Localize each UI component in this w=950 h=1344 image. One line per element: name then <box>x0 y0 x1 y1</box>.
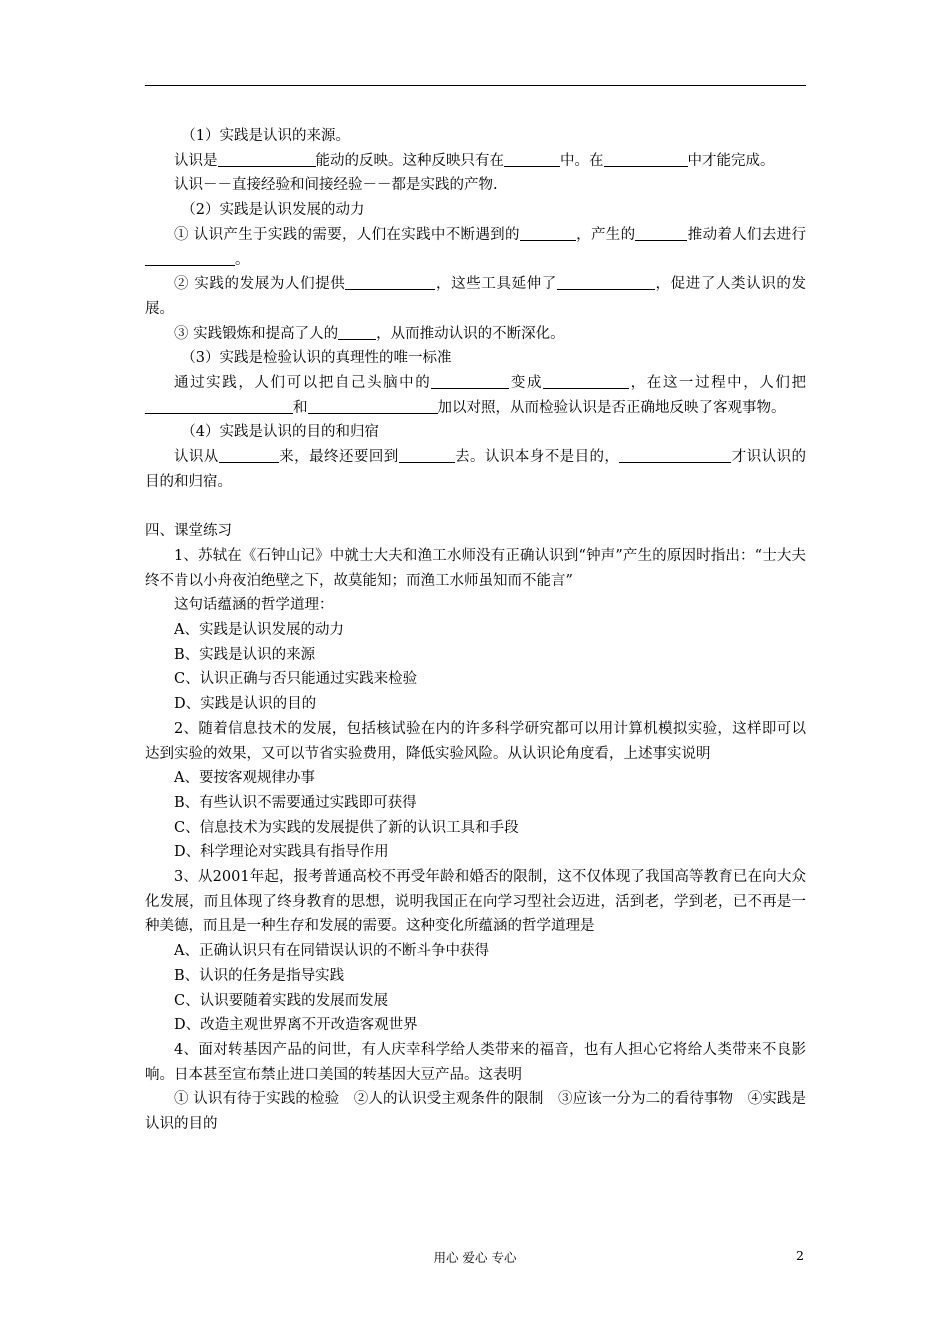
q3-option-b: B、认识的任务是指导实践 <box>174 967 345 984</box>
p2-item3 <box>145 322 806 347</box>
fill-blank <box>145 398 293 414</box>
fill-blank <box>338 324 376 340</box>
text-run: ，从而推动认识的不断深化。 <box>376 325 565 342</box>
p1-line2: 认识－－直接经验和间接经验－－都是实践的产物. <box>174 177 498 194</box>
text-run: 和 <box>293 399 308 416</box>
text-run: 认识从 <box>174 449 219 466</box>
q4-stem: 4、面对转基因产品的问世，有人庆幸科学给人类带来的福音，也有人担心它将给人类带来不良影响。日本甚至宣布禁止进口美国的转基因大豆产品。这表明 <box>145 1042 806 1083</box>
q4-choices: ① 认识有待于实践的检验 ②人的认识受主观条件的限制 ③应该一分为二的看待事物 ④实践是认识的目的 <box>145 1091 806 1133</box>
fill-blank <box>635 225 687 241</box>
q3-stem: 3、从2001年起，报考普通高校不再受年龄和婚否的限制，这不仅体现了我国高等教育已在向大众化发展，而且体现了终身教育的思想，说明我国正在向学习型社会迈进，活到老，学到老，已不再是一种美德，而且是一种生存和发展的需要。这种变化所蕴涵的哲学道理是 <box>145 869 806 935</box>
q2-option-a: A、要按客观规律办事 <box>174 770 315 787</box>
q3-option-d: D、改造主观世界离不开改造客观世界 <box>174 1017 418 1034</box>
p2-heading: （2）实践是认识发展的动力 <box>181 202 365 219</box>
p3-paragraph <box>145 371 806 420</box>
fill-blank <box>345 274 435 290</box>
p4-paragraph <box>145 445 806 494</box>
q3-option-c: C、认识要随着实践的发展而发展 <box>174 992 389 1009</box>
fill-blank <box>145 250 235 266</box>
text-run: 去。认识本身不是目的， <box>454 449 620 466</box>
q2-stem: 2、随着信息技术的发展，包括核试验在内的许多科学研究都可以用计算机模拟实验，这样即可以达到实验的效果，又可以节省实验费用，降低实验风险。从认识论角度看，上述事实说明 <box>145 720 806 762</box>
fill-blank <box>504 151 560 167</box>
fill-blank <box>218 151 316 167</box>
q1-option-c: C、认识正确与否只能通过实践来检验 <box>174 671 418 688</box>
text-run: 中。在 <box>560 152 604 169</box>
p3-heading: （3）实践是检验认识的真理性的唯一标准 <box>181 350 452 367</box>
q2-option-d: D、科学理论对实践具有指导作用 <box>174 844 389 861</box>
q2-option-b: B、有些认识不需要通过实践即可获得 <box>174 794 417 811</box>
footer-motto: 用心 爱心 专心 <box>433 1250 517 1265</box>
text-run: 才识认识的目的和归宿。 <box>145 449 807 490</box>
page-number: 2 <box>796 1248 804 1263</box>
q1-option-b: B、实践是认识的来源 <box>174 646 316 663</box>
text-run: 推动着人们去进行 <box>687 226 807 243</box>
fill-blank <box>308 398 438 414</box>
text-run: ② 实践的发展为人们提供 <box>174 276 346 293</box>
text-run: ，这些工具延伸了 <box>435 276 557 293</box>
header-rule <box>145 85 806 86</box>
fill-blank <box>520 225 576 241</box>
p2-item2 <box>145 272 806 321</box>
fill-blank <box>219 447 279 463</box>
text-run: 变成 <box>509 375 544 392</box>
text-run: ，促进了人类认识的发展。 <box>145 276 806 317</box>
fill-blank <box>557 274 655 290</box>
page-body <box>145 124 806 1137</box>
fill-blank <box>604 151 688 167</box>
p1-heading: （1）实践是认识的来源。 <box>181 128 350 144</box>
p2-item1 <box>145 223 806 272</box>
text-run: 中才能完成。 <box>687 152 775 169</box>
q2-option-c: C、信息技术为实践的发展提供了新的认识工具和手段 <box>174 819 519 836</box>
fill-blank <box>619 447 731 463</box>
text-run: ③ 实践锻炼和提高了人的 <box>174 325 339 342</box>
text-run: ，产生的 <box>575 226 636 243</box>
fill-blank <box>399 447 455 463</box>
text-run: 通过实践，人们可以把自己头脑中的 <box>174 375 432 392</box>
q3-option-a: A、正确认识只有在同错误认识的不断斗争中获得 <box>174 943 489 960</box>
p1-paragraph <box>145 149 806 174</box>
section-gap <box>145 495 806 520</box>
fill-blank <box>431 373 509 389</box>
q1-option-a: A、实践是认识发展的动力 <box>174 622 344 639</box>
q1-stem: 1、苏轼在《石钟山记》中就士大夫和渔工水师没有正确认识到“钟声”产生的原因时指出：“士大夫终不肯以小舟夜泊绝壁之下，故莫能知；而渔工水师虽知而不能言” <box>145 547 806 589</box>
text-run: 加以对照，从而检验认识是否正确地反映了客观事物。 <box>437 399 786 416</box>
q1-option-d: D、实践是认识的目的 <box>174 696 317 713</box>
text-run: ，在这一过程中，人们把 <box>629 375 807 392</box>
exercises-heading: 四、课堂练习 <box>145 523 232 540</box>
text-run: 能动的反映。这种反映只有在 <box>315 152 504 169</box>
text-run: 认识是 <box>174 152 218 169</box>
text-run: ① 认识产生于实践的需要，人们在实践中不断遇到的 <box>174 226 520 243</box>
p4-heading: （4）实践是认识的目的和归宿 <box>181 424 379 441</box>
text-run: 。 <box>235 251 250 268</box>
fill-blank <box>543 373 629 389</box>
text-run: 来，最终还要回到 <box>278 449 399 466</box>
q1-prompt: 这句话蕴涵的哲学道理： <box>174 597 334 614</box>
